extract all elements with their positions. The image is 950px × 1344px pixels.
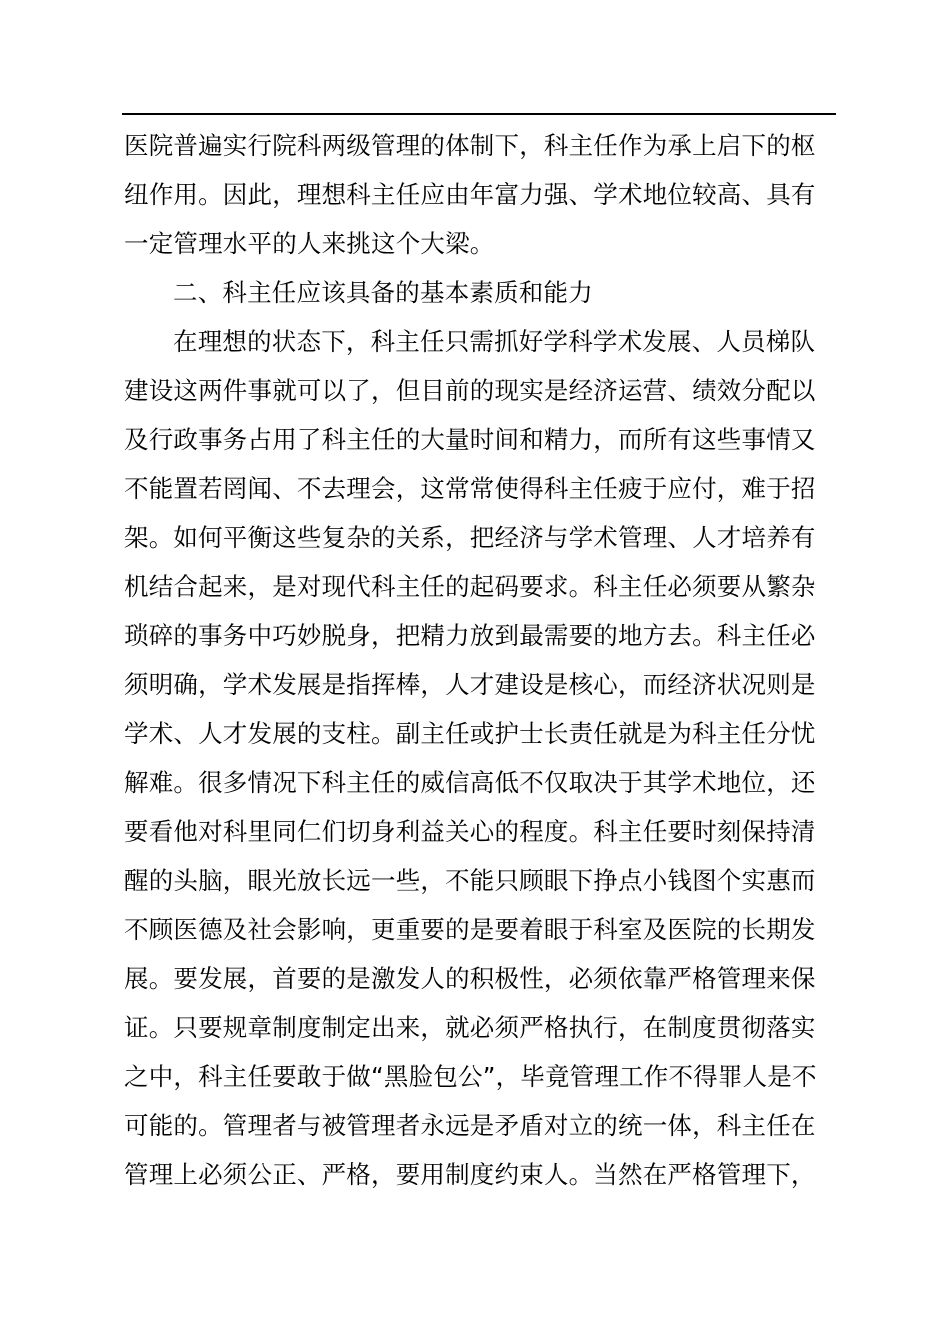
text-line: 管理上必须公正、严格，要用制度约束人。当然在严格管理下，	[124, 1160, 816, 1189]
text-line: 要看他对科里同仁们切身利益关心的程度。科主任要时刻保持清	[124, 817, 816, 846]
text-line: 解难。很多情况下科主任的威信高低不仅取决于其学术地位，还	[124, 768, 816, 797]
text-line: 及行政事务占用了科主任的大量时间和精力，而所有这些事情又	[124, 425, 816, 454]
text-line: 二、科主任应该具备的基本素质和能力	[173, 278, 593, 307]
text-line: 不能置若罔闻、不去理会，这常常使得科主任疲于应付，难于招	[124, 474, 816, 503]
text-line: 展。要发展，首要的是激发人的积极性，必须依靠严格管理来保	[124, 964, 816, 993]
text-line: 不顾医德及社会影响，更重要的是要着眼于科室及医院的长期发	[124, 915, 816, 944]
text-line: 机结合起来，是对现代科主任的起码要求。科主任必须要从繁杂	[124, 572, 816, 601]
text-line: 学术、人才发展的支柱。副主任或护士长责任就是为科主任分忧	[124, 719, 816, 748]
text-line: 须明确，学术发展是指挥棒，人才建设是核心，而经济状况则是	[124, 670, 816, 699]
text-line: 证。只要规章制度制定出来，就必须严格执行，在制度贯彻落实	[124, 1013, 816, 1042]
text-line: 医院普遍实行院科两级管理的体制下，科主任作为承上启下的枢	[124, 131, 816, 160]
text-line: 纽作用。因此，理想科主任应由年富力强、学术地位较高、具有	[124, 180, 816, 209]
text-line: 建设这两件事就可以了，但目前的现实是经济运营、绩效分配以	[124, 376, 816, 405]
text-line: 可能的。管理者与被管理者永远是矛盾对立的统一体，科主任在	[124, 1111, 816, 1140]
text-line: 架。如何平衡这些复杂的关系，把经济与学术管理、人才培养有	[124, 523, 816, 552]
text-line: 一定管理水平的人来挑这个大梁。	[124, 229, 495, 258]
text-line: 琐碎的事务中巧妙脱身，把精力放到最需要的地方去。科主任必	[124, 621, 816, 650]
text-line: 在理想的状态下，科主任只需抓好学科学术发展、人员梯队	[173, 327, 816, 356]
header-rule	[122, 113, 836, 115]
text-line: 醒的头脑，眼光放长远一些，不能只顾眼下挣点小钱图个实惠而	[124, 866, 816, 895]
body-text	[124, 121, 838, 1199]
text-line: 之中，科主任要敢于做“黑脸包公”，毕竟管理工作不得罪人是不	[124, 1062, 817, 1091]
